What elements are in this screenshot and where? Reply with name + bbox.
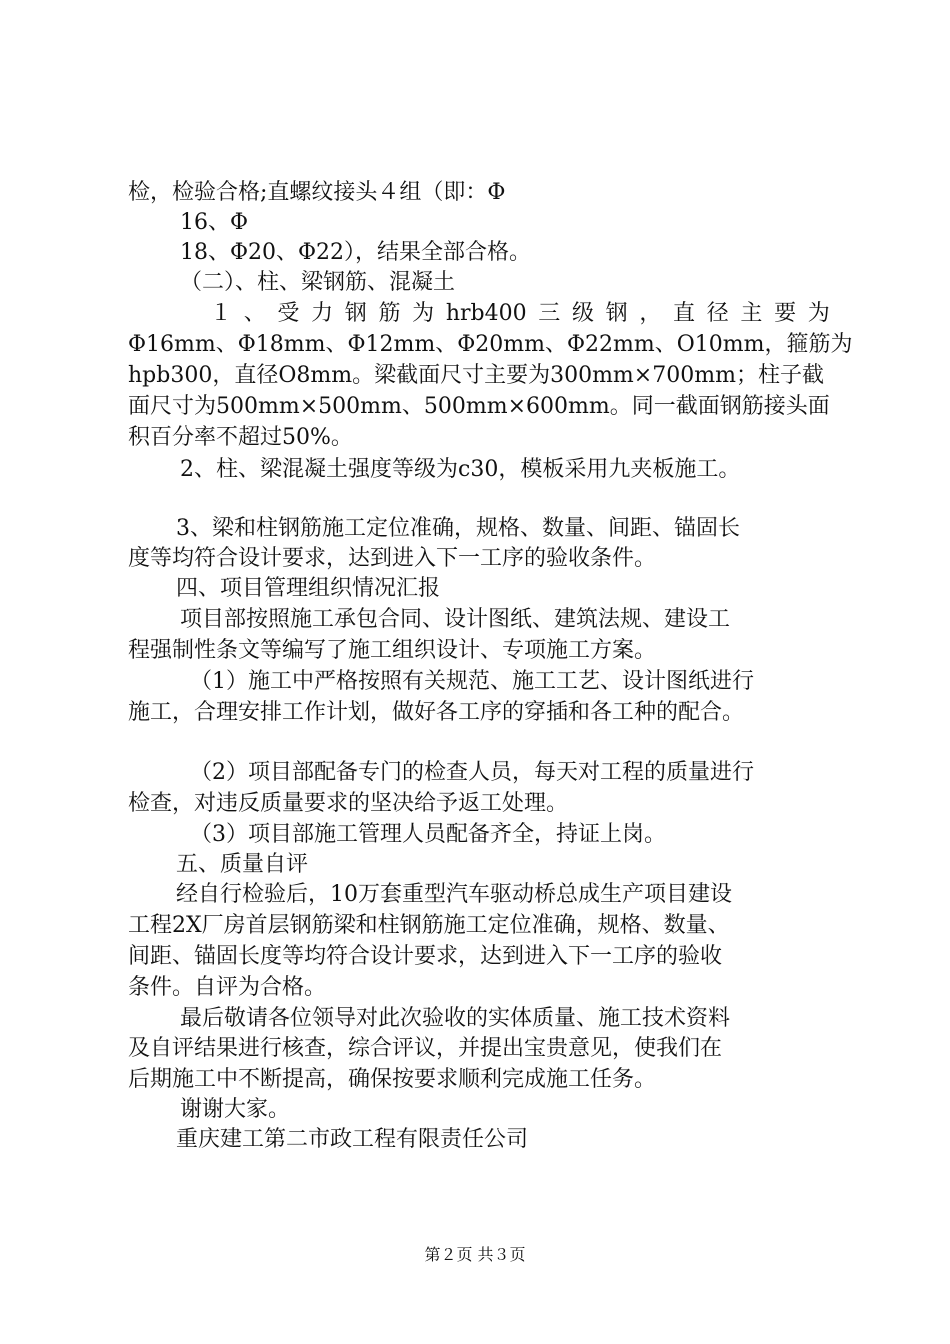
text-line: hpb300，直径Ο8mm。梁截面尺寸主要为300mm×700mm；柱子截: [128, 363, 824, 388]
text-segment: 钢: [344, 301, 367, 326]
text-line: 经自行检验后，10万套重型汽车驱动桥总成生产项目建设: [176, 882, 732, 907]
text-line: 面尺寸为500mm×500mm、500mm×600mm。同一截面钢筋接头面: [128, 394, 830, 419]
text-segment: 直: [673, 301, 696, 326]
text-segment: 、: [243, 301, 266, 326]
text-line: 检查，对违反质量要求的坚决给予返工处理。: [128, 791, 569, 816]
text-segment: 为: [807, 301, 830, 326]
text-line: 最后敬请各位领导对此次验收的实体质量、施工技术资料: [180, 1006, 731, 1031]
text-segment: 筋: [378, 301, 401, 326]
text-segment: 级: [571, 301, 594, 326]
text-line: 18、Φ20、Φ22），结果全部合格。: [180, 240, 532, 265]
company-name: 重庆建工第二市政工程有限责任公司: [176, 1127, 529, 1152]
text-line: 检，检验合格;直螺纹接头４组（即：Φ: [128, 180, 506, 205]
text-line: 施工，合理安排工作计划，做好各工序的穿插和各工种的配合。: [128, 700, 745, 725]
text-line: 16、Φ: [180, 210, 249, 235]
text-segment: 主: [740, 301, 763, 326]
text-line: 工程2X厂房首层钢筋梁和柱钢筋施工定位准确，规格、数量、: [128, 913, 730, 938]
text-line: 谢谢大家。: [180, 1097, 291, 1122]
text-line: 2、柱、梁混凝土强度等级为c30，模板采用九夹板施工。: [180, 457, 741, 482]
text-line: 五、质量自评: [176, 852, 309, 877]
text-line: Φ16mm、Φ18mm、Φ12mm、Φ20mm、Φ22mm、Ο10mm，箍筋为: [128, 332, 853, 357]
text-line: 后期施工中不断提高，确保按要求顺利完成施工任务。: [128, 1067, 657, 1092]
text-line: 间距、锚固长度等均符合设计要求，达到进入下一工序的验收: [128, 944, 723, 969]
text-segment: ，: [639, 301, 662, 326]
text-segment: 为: [412, 301, 435, 326]
text-line: 度等均符合设计要求，达到进入下一工序的验收条件。: [128, 546, 657, 571]
text-line: 3、梁和柱钢筋施工定位准确，规格、数量、间距、锚固长: [176, 516, 740, 541]
text-line: （1）施工中严格按照有关规范、施工工艺、设计图纸进行: [190, 669, 754, 694]
text-segment: 钢: [605, 301, 628, 326]
text-segment: 要: [774, 301, 797, 326]
text-line: 程强制性条文等编写了施工组织设计、专项施工方案。: [128, 638, 657, 663]
text-line: （二）、柱、梁钢筋、混凝土: [180, 270, 456, 295]
text-segment: 径: [706, 301, 729, 326]
text-line: 项目部按照施工承包合同、设计图纸、建筑法规、建设工: [180, 607, 731, 632]
text-segment: hrb400: [445, 301, 527, 326]
text-line: 条件。自评为合格。: [128, 975, 327, 1000]
text-line: 积百分率不超过50%。: [128, 425, 353, 450]
text-segment: １: [210, 301, 233, 326]
text-segment: 三: [538, 301, 561, 326]
text-line: 四、项目管理组织情况汇报: [176, 576, 441, 601]
page-number-footer: 第２页 共３页: [424, 1245, 526, 1264]
text-segment: 力: [311, 301, 334, 326]
text-line: [210, 299, 830, 329]
text-line: （3）项目部施工管理人员配备齐全，持证上岗。: [190, 822, 666, 847]
text-line: 及自评结果进行核查，综合评议，并提出宝贵意见，使我们在: [128, 1036, 723, 1061]
text-line: （2）项目部配备专门的检查人员，每天对工程的质量进行: [190, 760, 754, 785]
text-segment: 受: [277, 301, 300, 326]
